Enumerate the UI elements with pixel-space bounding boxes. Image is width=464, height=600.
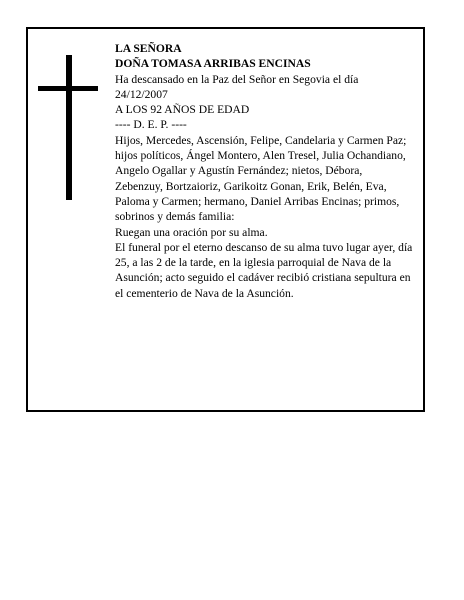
obituary-notice	[26, 27, 425, 412]
death-statement: Ha descansado en la Paz del Señor en Segovia el día 24/12/2007	[115, 72, 359, 101]
latin-cross-icon	[38, 55, 98, 200]
prayer-request: Ruegan una oración por su alma.	[115, 225, 268, 239]
deceased-name: DOÑA TOMASA ARRIBAS ENCINAS	[115, 57, 311, 71]
family-list: Hijos, Mercedes, Ascensión, Felipe, Candelaria y Carmen Paz; hijos políticos, Ángel Montero, Alen Tresel, Julia Ochandiano, Angelo Ogallar y Agustín Fernández; nietos, Débora, Zebenzuy, Bortzaioriz, Garikoitz Gonan, Erik, Belén, Eva, Paloma y Carmen; hermano, Daniel Arribas Encinas; primos, sobrinos y demás familia:	[115, 133, 407, 224]
rip-line: ---- D. E. P. ----	[115, 118, 187, 132]
cross-vertical-bar	[66, 55, 72, 200]
notice-heading: LA SEÑORA	[115, 42, 182, 55]
cross-horizontal-bar	[38, 86, 98, 91]
funeral-info: El funeral por el eterno descanso de su alma tuvo lugar ayer, día 25, a las 2 de la tarde, en la iglesia parroquial de Nava de la Asunción; acto seguido el cadáver recibió cristiana sepultura en el cementerio de Nava de la Asunción.	[115, 240, 413, 300]
notice-text-block	[115, 41, 413, 301]
age-line: A LOS 92 AÑOS DE EDAD	[115, 103, 250, 117]
